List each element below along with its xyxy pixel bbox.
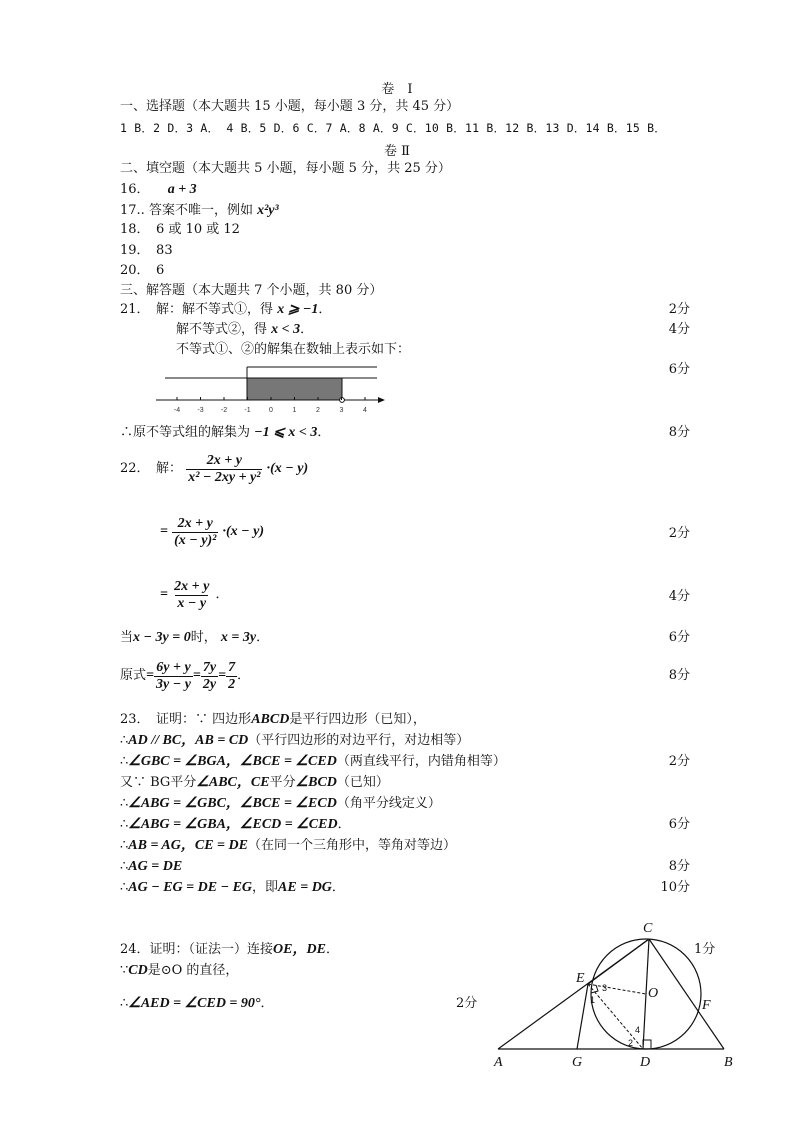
q22-score-4: 8分 [668, 668, 690, 683]
q22-line2: = $\frac{2x + y}{\text{(x − y)²}}$ ·(x − y) [160, 515, 265, 548]
q22-fraction-1 [186, 453, 262, 486]
label-D: D [640, 1055, 651, 1070]
q23-l8-therefore: ∴ [120, 859, 129, 874]
q21-line1-math: x ⩾ −1 [277, 302, 319, 317]
q23-l5-math: ∠ABG = ∠GBC，∠BCE = ∠ECD [128, 796, 337, 811]
q17-number: 17.. [120, 203, 145, 218]
angle-label-3: 3 [602, 983, 608, 993]
q23-l9-period: ． [331, 880, 345, 895]
q22-result-1 [154, 660, 193, 693]
q17-text: 答案不唯一，例如 [148, 203, 253, 218]
q22-fraction-3 [172, 579, 211, 612]
label-B: B [724, 1055, 733, 1070]
section2-title: 二、填空题（本大题共 5 小题，每小题 5 分，共 25 分） [120, 161, 451, 176]
q23-l4-math2: ∠BCD [295, 775, 337, 790]
q23-l4-math: ∠ABC，CE [196, 775, 270, 790]
axis-tick-label: 2 [316, 407, 320, 414]
q23-l7-reason: （在同一个三角形中，等角对等边） [247, 838, 456, 853]
q21-line4: ∴原不等式组的解集为 −1 ⩽ x < 3． [120, 425, 331, 440]
axis-tick-label: 4 [363, 407, 367, 414]
q23-l9-math2: AE = DG [278, 880, 332, 895]
label-F: F [702, 998, 711, 1013]
q21-line1: 21． 解：解不等式①，得 x ⩾ −1． [120, 302, 332, 317]
segment-OE-dashed [588, 984, 646, 994]
q23-score-3: 8分 [668, 859, 690, 874]
q23-l6-math: ∠ABG = ∠GBA，∠ECD = ∠CED [128, 817, 338, 832]
label-G: G [572, 1055, 583, 1070]
label-A: A [494, 1055, 503, 1070]
q23-l5-reason: （角平分线定义） [336, 796, 441, 811]
q23-l3-math: ∠GBC = ∠BGA，∠BCE = ∠CED [128, 754, 337, 769]
q21-line2-text: 解不等式②，得 [176, 322, 268, 337]
q22-label: 22． 解： [120, 461, 183, 476]
q24-l3-math: ∠AED = ∠CED = 90° [128, 996, 261, 1011]
solution-range-fill [247, 378, 342, 400]
q21-score-1: 2分 [668, 302, 690, 317]
axis-tick-label: -2 [220, 407, 228, 414]
section1-answers: 1 B．2 D．3 A． 4 B．5 D．6 C．7 A．8 A．9 C．10 B．11 B．12 B．13 D．14 B．15 B． [120, 121, 666, 135]
q23-l6-period: ． [337, 817, 351, 832]
q24-score-2: 2分 [456, 996, 478, 1011]
q23-l9-therefore: ∴ [120, 880, 129, 895]
q21-score-2: 4分 [668, 322, 690, 337]
q22-factor-2: ·(x − y) [222, 524, 265, 539]
q23-l6-therefore: ∴ [120, 817, 129, 832]
q23-line2 [120, 733, 469, 749]
number-line-figure [150, 360, 390, 420]
q22-result-2 [201, 660, 218, 693]
q22-when-prefix: 当 [120, 630, 134, 645]
q21-line3: 不等式①、②的解集在数轴上表示如下： [176, 342, 411, 357]
q21-line2: 解不等式②，得 x < 3． [176, 322, 314, 337]
q23-line8 [120, 859, 182, 875]
q23-l4-text: 又∵ BG平分 [120, 775, 197, 790]
q23-line7 [120, 838, 456, 854]
q22-when-math2: x = 3y [220, 630, 257, 645]
q24-score-1: 1分 [694, 942, 716, 957]
q23-l2-reason: （平行四边形的对边平行，对边相等） [248, 733, 470, 748]
q24-line2 [120, 963, 238, 979]
label-C: C [643, 921, 653, 936]
q22-when-mid: 时， [190, 630, 217, 645]
q23-line4 [120, 775, 389, 791]
q23-line3 [120, 754, 506, 770]
q24-l1-math: OE，DE [273, 942, 326, 957]
q24-line3 [120, 996, 274, 1012]
q23-l3-reason: （两直线平行，内错角相等） [336, 754, 506, 769]
q22-score-1: 2分 [668, 526, 690, 541]
q24-l3-period: ． [260, 996, 274, 1011]
q22-factor-1: ·(x − y) [266, 461, 309, 476]
q22-fraction-2 [172, 516, 218, 549]
q22-when-math: x − 3y = 0 [133, 630, 191, 645]
q17-expression: x²y³ [257, 203, 279, 218]
q23-line1 [120, 712, 426, 728]
q23-score-1: 2分 [668, 754, 690, 769]
q21-line1-text: 21． 解：解不等式①，得 [120, 302, 274, 317]
q23-l1-text: 23． 证明：∵ 四边形 [120, 712, 252, 727]
q24-l2-text: 是⊙O 的直径， [147, 963, 239, 978]
q23-l5-therefore: ∴ [120, 796, 129, 811]
q24-l2-math: CD [128, 963, 148, 978]
q22-result-3 [226, 660, 237, 693]
q22-r1-numerator: 6y + y [156, 659, 191, 675]
right-angle-D [643, 1040, 651, 1049]
q22-f2-numerator: 2x + y [177, 515, 213, 531]
q24-l1-period: ． [325, 942, 339, 957]
q22-score-2: 4分 [668, 589, 690, 604]
q22-r3-denominator: 2 [228, 676, 236, 692]
label-O: O [648, 986, 659, 1001]
q17-line [120, 203, 279, 219]
q23-l7-therefore: ∴ [120, 838, 129, 853]
segment-GE [577, 984, 588, 1049]
q21-line4-math: −1 ⩽ x < 3 [254, 425, 318, 440]
axis-tick-label: 0 [269, 407, 273, 414]
q24-l1-text: 24．证明：（证法一）连接 [120, 942, 274, 957]
q23-l1-text2: 是平行四边形（已知）， [289, 712, 426, 727]
q18-line: 18． 6 或 10 或 12 [120, 222, 240, 237]
q23-line9 [120, 880, 345, 896]
q22-f1-numerator: 2x + y [206, 452, 242, 468]
circle-geometry-figure [490, 915, 750, 1080]
q16-answer: a + 3 [167, 182, 197, 197]
axis-arrow [378, 397, 385, 403]
q21-score-3: 6分 [668, 362, 690, 377]
q23-l8-math: AG = DE [128, 859, 183, 874]
q23-l1-math: ABCD [251, 712, 290, 727]
q22-orig-label: 原式 [120, 668, 147, 683]
q23-l2-therefore: ∴ [120, 733, 129, 748]
q24-line1 [120, 942, 339, 958]
label-E: E [576, 971, 585, 986]
q23-line5 [120, 796, 441, 812]
q20-line: 20． 6 [120, 263, 165, 278]
axis-tick-label: 3 [339, 407, 344, 414]
q22-r3-numerator: 7 [228, 659, 236, 675]
vol1-heading: 卷 Ⅰ [381, 82, 413, 97]
q16-line [120, 182, 197, 198]
q22-f3-numerator: 2x + y [174, 578, 210, 594]
q23-score-2: 6分 [668, 817, 690, 832]
axis-tick-label: -4 [173, 407, 181, 414]
q23-l7-math: AB = AG，CE = DE [128, 838, 248, 853]
angle-label-4: 4 [635, 1025, 641, 1035]
axis-tick-label: 1 [292, 407, 297, 414]
angle-label-1: 1 [590, 995, 596, 1005]
section3-title: 三、解答题（本大题共 7 个小题，共 80 分） [120, 283, 383, 298]
q22-r1-denominator: 3y − y [156, 676, 191, 692]
axis-tick-label: -1 [244, 407, 251, 414]
q22-f3-denominator: x − y [177, 595, 207, 611]
q21-line4-text: ∴原不等式组的解集为 [120, 425, 251, 440]
q23-l4-reason: （已知） [336, 775, 389, 790]
q22-line4: 当x − 3y = 0时， x = 3y． [120, 630, 270, 645]
q22-score-3: 6分 [668, 630, 690, 645]
q22-r2-numerator: 7y [202, 659, 217, 675]
q23-score-4: 10分 [660, 880, 690, 895]
q23-l9-text: ，即 [252, 880, 279, 895]
q23-l3-therefore: ∴ [120, 754, 129, 769]
q24-l2-because: ∵ [120, 963, 129, 978]
q23-l4-text2: 平分 [269, 775, 296, 790]
q22-f1-denominator: x² − 2xy + y² [188, 469, 261, 485]
q22-r2-denominator: 2y [202, 676, 217, 692]
q24-l3-therefore: ∴ [120, 996, 129, 1011]
q22-line1 [120, 451, 308, 488]
q16-number: 16． [120, 182, 150, 197]
q23-l9-math: AG − EG = DE − EG [128, 880, 253, 895]
q22-line5: 原式= $\frac{6y + y}{3y - y}$ = $\frac{7y}{2y}$ = $\frac{7}{2}$ ． [120, 659, 251, 692]
q21-score-4: 8分 [668, 425, 690, 440]
angle-label-2: 2 [628, 1038, 634, 1048]
axis-tick-label: -3 [197, 407, 204, 414]
q22-f2-denominator: (x − y)² [174, 532, 217, 548]
segment-CB [649, 939, 724, 1049]
q23-line6 [120, 817, 351, 833]
q19-line: 19． 83 [120, 243, 173, 258]
section1-title: 一、选择题（本大题共 15 小题，每小题 3 分，共 45 分） [120, 99, 460, 114]
q21-line2-math: x < 3 [271, 322, 301, 337]
vol2-heading: 卷 Ⅱ [384, 144, 410, 159]
q22-line3: = $\frac{2x + y}{x - y}$ ． [160, 578, 229, 611]
q23-l2-math: AD // BC，AB = CD [128, 733, 249, 748]
